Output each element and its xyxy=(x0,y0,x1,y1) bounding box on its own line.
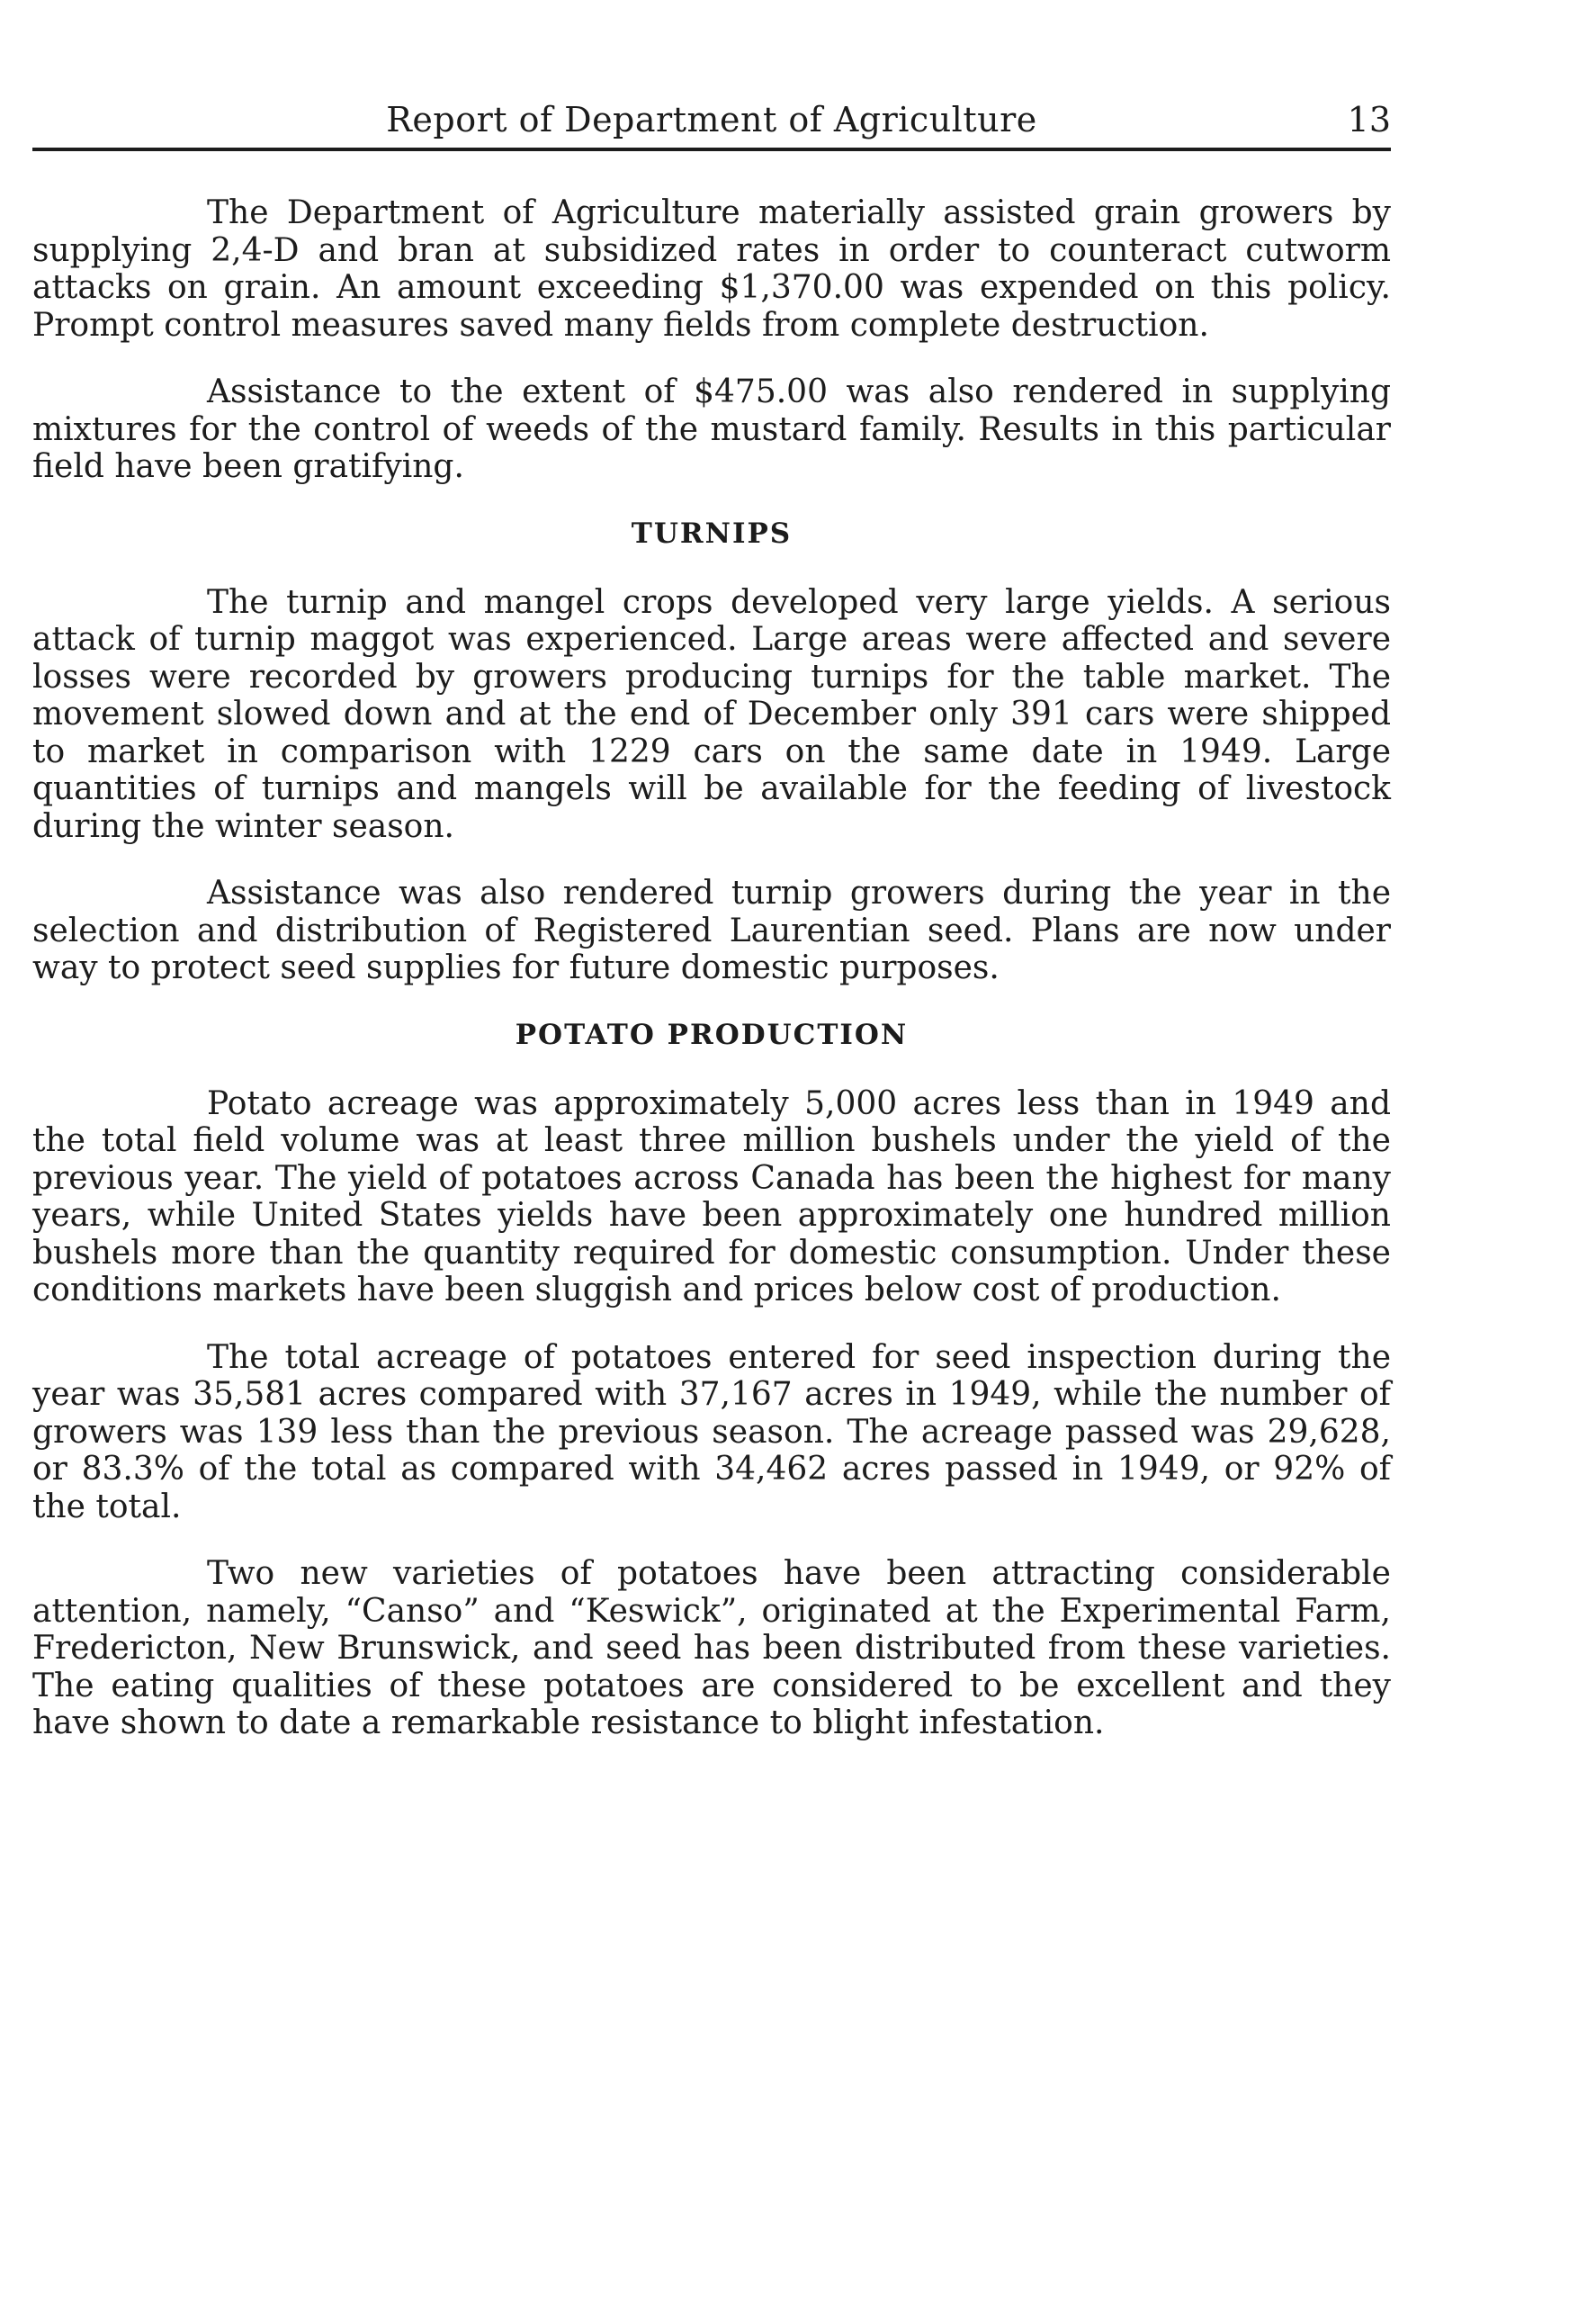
page-number: 13 xyxy=(1347,100,1391,139)
running-header-title: Report of Department of Agriculture xyxy=(386,100,1037,139)
header-rule xyxy=(32,148,1391,151)
document-page xyxy=(32,0,1391,2302)
section-heading-potato-production: POTATO PRODUCTION xyxy=(515,1018,909,1051)
paragraph-turnip-seed: Assistance was also rendered turnip growers during the year in the selection and distribution of Registered Laurentian seed. Plans are now under way to protect seed supplies for future domestic purposes. xyxy=(32,875,1391,986)
paragraph-weed-control: Assistance to the extent of $475.00 was also rendered in supplying mixtures for the control of weeds of the mustard family. Results in this particular field have been gratifying. xyxy=(32,373,1391,485)
paragraph-turnip-crops: The turnip and mangel crops developed very large yields. A serious attack of turnip maggot was experienced. Large areas were affected and severe losses were recorded by growers producing turnips for the table market. The movement slowed down and at the end of December only 391 cars were shipped to market in comparison with 1229 cars on the same date in 1949. Large quantities of turnips and mangels will be available for the feeding of livestock during the winter season. xyxy=(32,583,1391,845)
section-heading-turnips: TURNIPS xyxy=(631,517,793,550)
paragraph-grain-assistance: The Department of Agriculture materially assisted grain growers by supplying 2,4-D and bran at subsidized rates in order to counteract cutworm attacks on grain. An amount exceeding $1,370.00 was expended on this policy. Prompt control measures saved many fields from complete destruction. xyxy=(32,194,1391,344)
paragraph-potato-acreage: Potato acreage was approximately 5,000 acres less than in 1949 and the total field volume was at least three million bushels under the yield of the previous year. The yield of potatoes across Canada has been the highest for many years, while United States yields have been approximately one hundred million bushels more than the quantity required for domestic consumption. Under these conditions markets have been sluggish and prices below cost of production. xyxy=(32,1084,1391,1308)
body-text xyxy=(32,194,1391,1772)
paragraph-seed-inspection: The total acreage of potatoes entered for seed inspection during the year was 35,581 acres compared with 37,167 acres in 1949, while the number of growers was 139 less than the previous season. The acreage passed was 29,628, or 83.3% of the total as compared with 34,462 acres passed in 1949, or 92% of the total. xyxy=(32,1338,1391,1525)
running-header xyxy=(32,97,1391,151)
paragraph-new-varieties: Two new varieties of potatoes have been attracting considerable attention, namely, “Canso” and “Keswick”, originated at the Experimental Farm, Fredericton, New Brunswick, and seed has been distributed from these varieties. The eating qualities of these potatoes are considered to be excellent and they have shown to date a remarkable resistance to blight infestation. xyxy=(32,1555,1391,1741)
